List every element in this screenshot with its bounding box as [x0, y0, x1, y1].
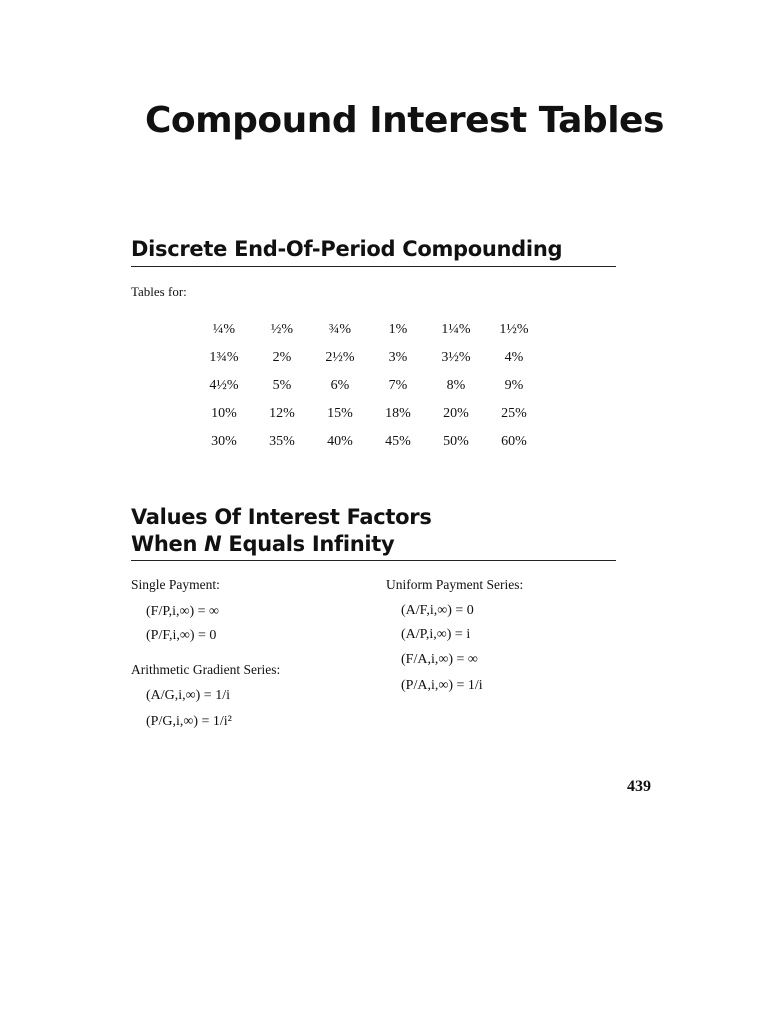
formula-fa: (F/A,i,∞) = ∞ [401, 652, 478, 667]
rate-grid [195, 316, 543, 456]
rate-cell: 4% [504, 350, 524, 365]
rate-cell: 6% [330, 378, 350, 393]
rate-cell: 9% [504, 378, 524, 393]
rate-cell: 18% [385, 406, 411, 421]
tables-for-label: Tables for: [131, 284, 187, 299]
rate-cell: 10% [211, 406, 237, 421]
rate-cell: ¾% [328, 322, 352, 337]
single-payment-label: Single Payment: [131, 577, 220, 592]
formula-fp: (F/P,i,∞) = ∞ [146, 604, 219, 619]
rate-cell: 60% [501, 434, 527, 449]
page-title: Compound Interest Tables [145, 100, 664, 141]
rate-cell: 1½% [499, 322, 529, 337]
rate-cell: 2½% [325, 350, 355, 365]
rate-cell: 3% [388, 350, 408, 365]
infinity-heading-suffix: Equals Infinity [221, 532, 395, 556]
rate-cell: 30% [211, 434, 237, 449]
rate-cell: 50% [443, 434, 469, 449]
rate-cell: 25% [501, 406, 527, 421]
infinity-heading-rule [131, 560, 616, 561]
rate-cell: ¼% [212, 322, 236, 337]
formula-pa: (P/A,i,∞) = 1/i [401, 678, 483, 693]
rate-cell: 8% [446, 378, 466, 393]
rate-cell: 2% [272, 350, 292, 365]
rate-cell: 3½% [441, 350, 471, 365]
rate-cell: 1% [388, 322, 408, 337]
arithmetic-gradient-label: Arithmetic Gradient Series: [131, 662, 281, 677]
rate-cell: ½% [270, 322, 294, 337]
rate-cell: 4½% [209, 378, 239, 393]
formula-af: (A/F,i,∞) = 0 [401, 603, 474, 618]
rate-cell: 7% [388, 378, 408, 393]
discrete-heading-rule [131, 266, 616, 267]
formula-pg: (P/G,i,∞) = 1/i² [146, 714, 232, 729]
rate-cell: 15% [327, 406, 353, 421]
rate-cell: 45% [385, 434, 411, 449]
rate-cell: 1¼% [441, 322, 471, 337]
infinity-heading-line2 [131, 531, 432, 558]
rate-cell: 1¾% [209, 350, 239, 365]
rate-cell: 12% [269, 406, 295, 421]
infinity-heading-prefix: When [131, 532, 205, 556]
formula-ag: (A/G,i,∞) = 1/i [146, 688, 230, 703]
uniform-payment-label: Uniform Payment Series: [386, 577, 524, 592]
infinity-values-heading [131, 504, 432, 558]
rate-cell: 5% [272, 378, 292, 393]
discrete-compounding-heading: Discrete End-Of-Period Compounding [131, 237, 563, 261]
page-number: 439 [627, 778, 651, 795]
rate-cell: 35% [269, 434, 295, 449]
formula-ap: (A/P,i,∞) = i [401, 627, 471, 642]
infinity-heading-line1: Values Of Interest Factors [131, 505, 432, 529]
formula-pf: (P/F,i,∞) = 0 [146, 628, 217, 643]
rate-cell: 40% [327, 434, 353, 449]
infinity-heading-variable: N [204, 532, 222, 556]
rate-cell: 20% [443, 406, 469, 421]
